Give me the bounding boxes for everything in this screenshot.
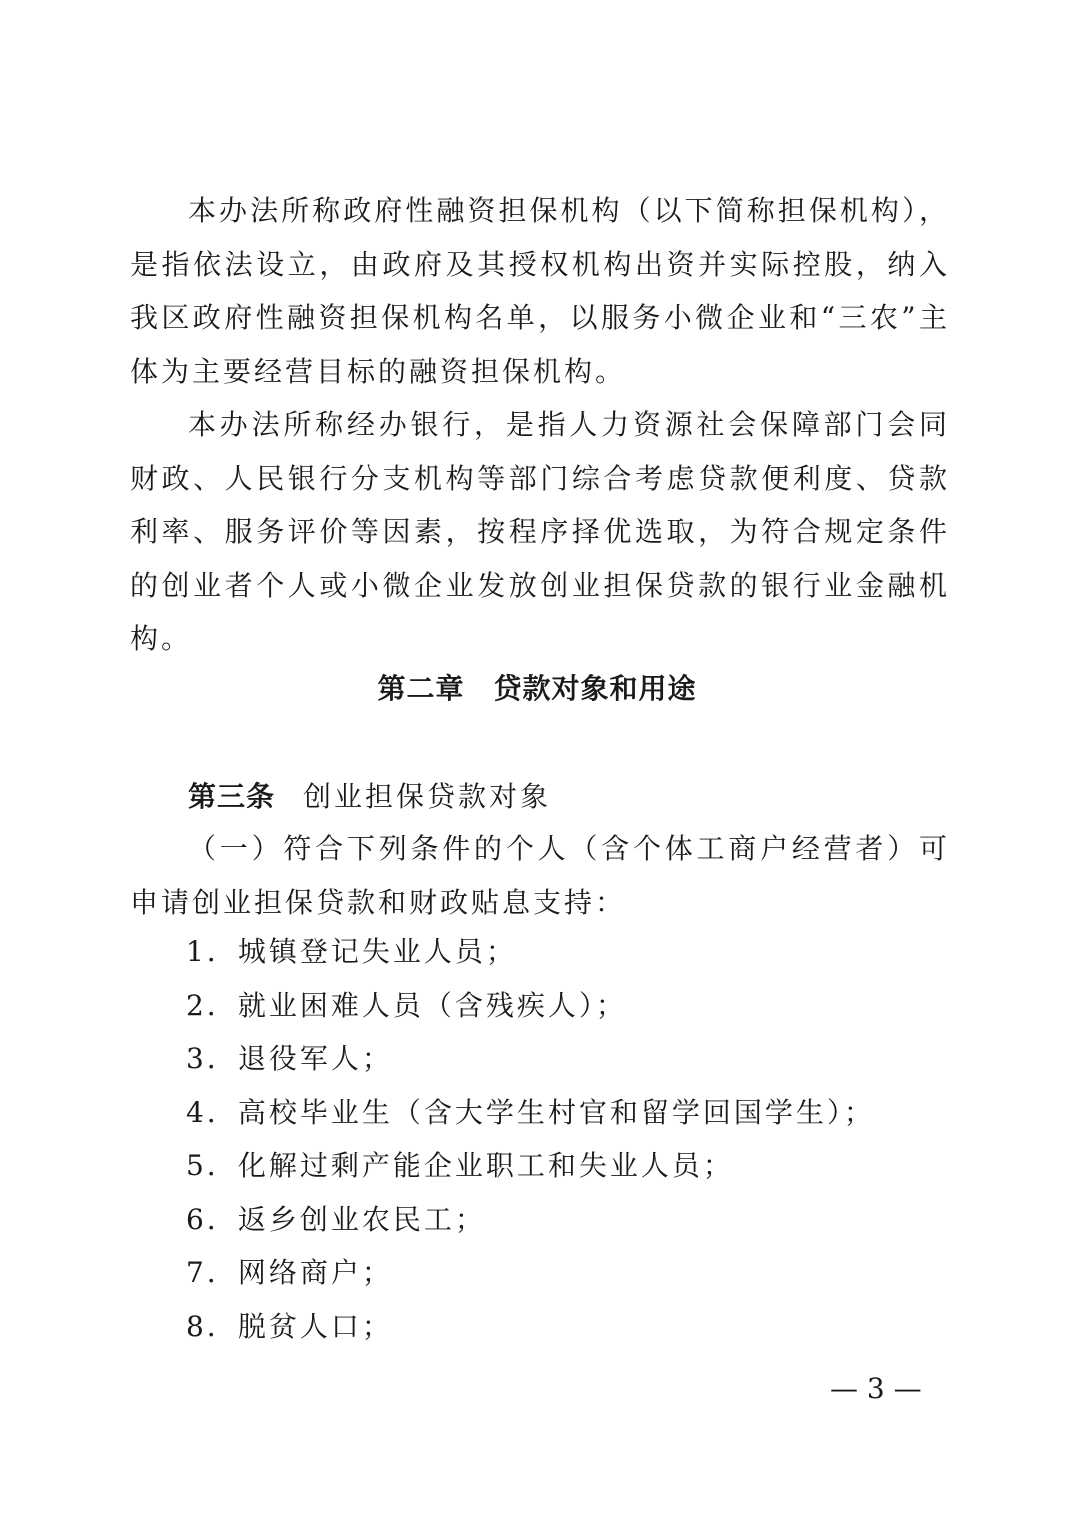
list-item: 7．网络商户；	[186, 1256, 393, 1289]
article-heading	[188, 775, 551, 815]
page-number: — 3 —	[830, 1372, 922, 1405]
clause-intro: （一）符合下列条件的个人（含个体工商户经营者）可申请创业担保贷款和财政贴息支持：	[130, 832, 950, 919]
list-item: 6．返乡创业农民工；	[186, 1202, 486, 1236]
paragraph-guarantee-institution: 本办法所称政府性融资担保机构（以下简称担保机构），是指依法设立，由政府及其授权机构出资并实际控股，纳入我区政府性融资担保机构名单，以服务小微企业和“三农”主体为主要经营目标的融资担保机构。	[130, 194, 950, 388]
chapter-title: 第二章 贷款对象和用途	[377, 672, 697, 705]
paragraph-handling-bank: 本办法所称经办银行，是指人力资源社会保障部门会同财政、人民银行分支机构等部门综合考虑贷款便利度、贷款利率、服务评价等因素，按程序择优选取，为符合规定条件的创业者个人或小微企业发放创业担保贷款的银行业金融机构。	[130, 408, 950, 655]
eligibility-list	[186, 925, 875, 1353]
list-item: 2．就业困难人员（含残疾人）；	[186, 988, 627, 1022]
article-label: 第三条	[188, 780, 276, 813]
list-item: 5．化解过剩产能企业职工和失业人员；	[186, 1149, 734, 1182]
list-item: 4．高校毕业生（含大学生村官和留学回国学生）；	[186, 1095, 875, 1129]
list-item: 3．退役军人；	[186, 1042, 393, 1075]
list-item: 1．城镇登记失业人员；	[186, 935, 517, 968]
list-item: 8．脱贫人口；	[186, 1309, 393, 1343]
article-title: 创业担保贷款对象	[303, 780, 552, 813]
